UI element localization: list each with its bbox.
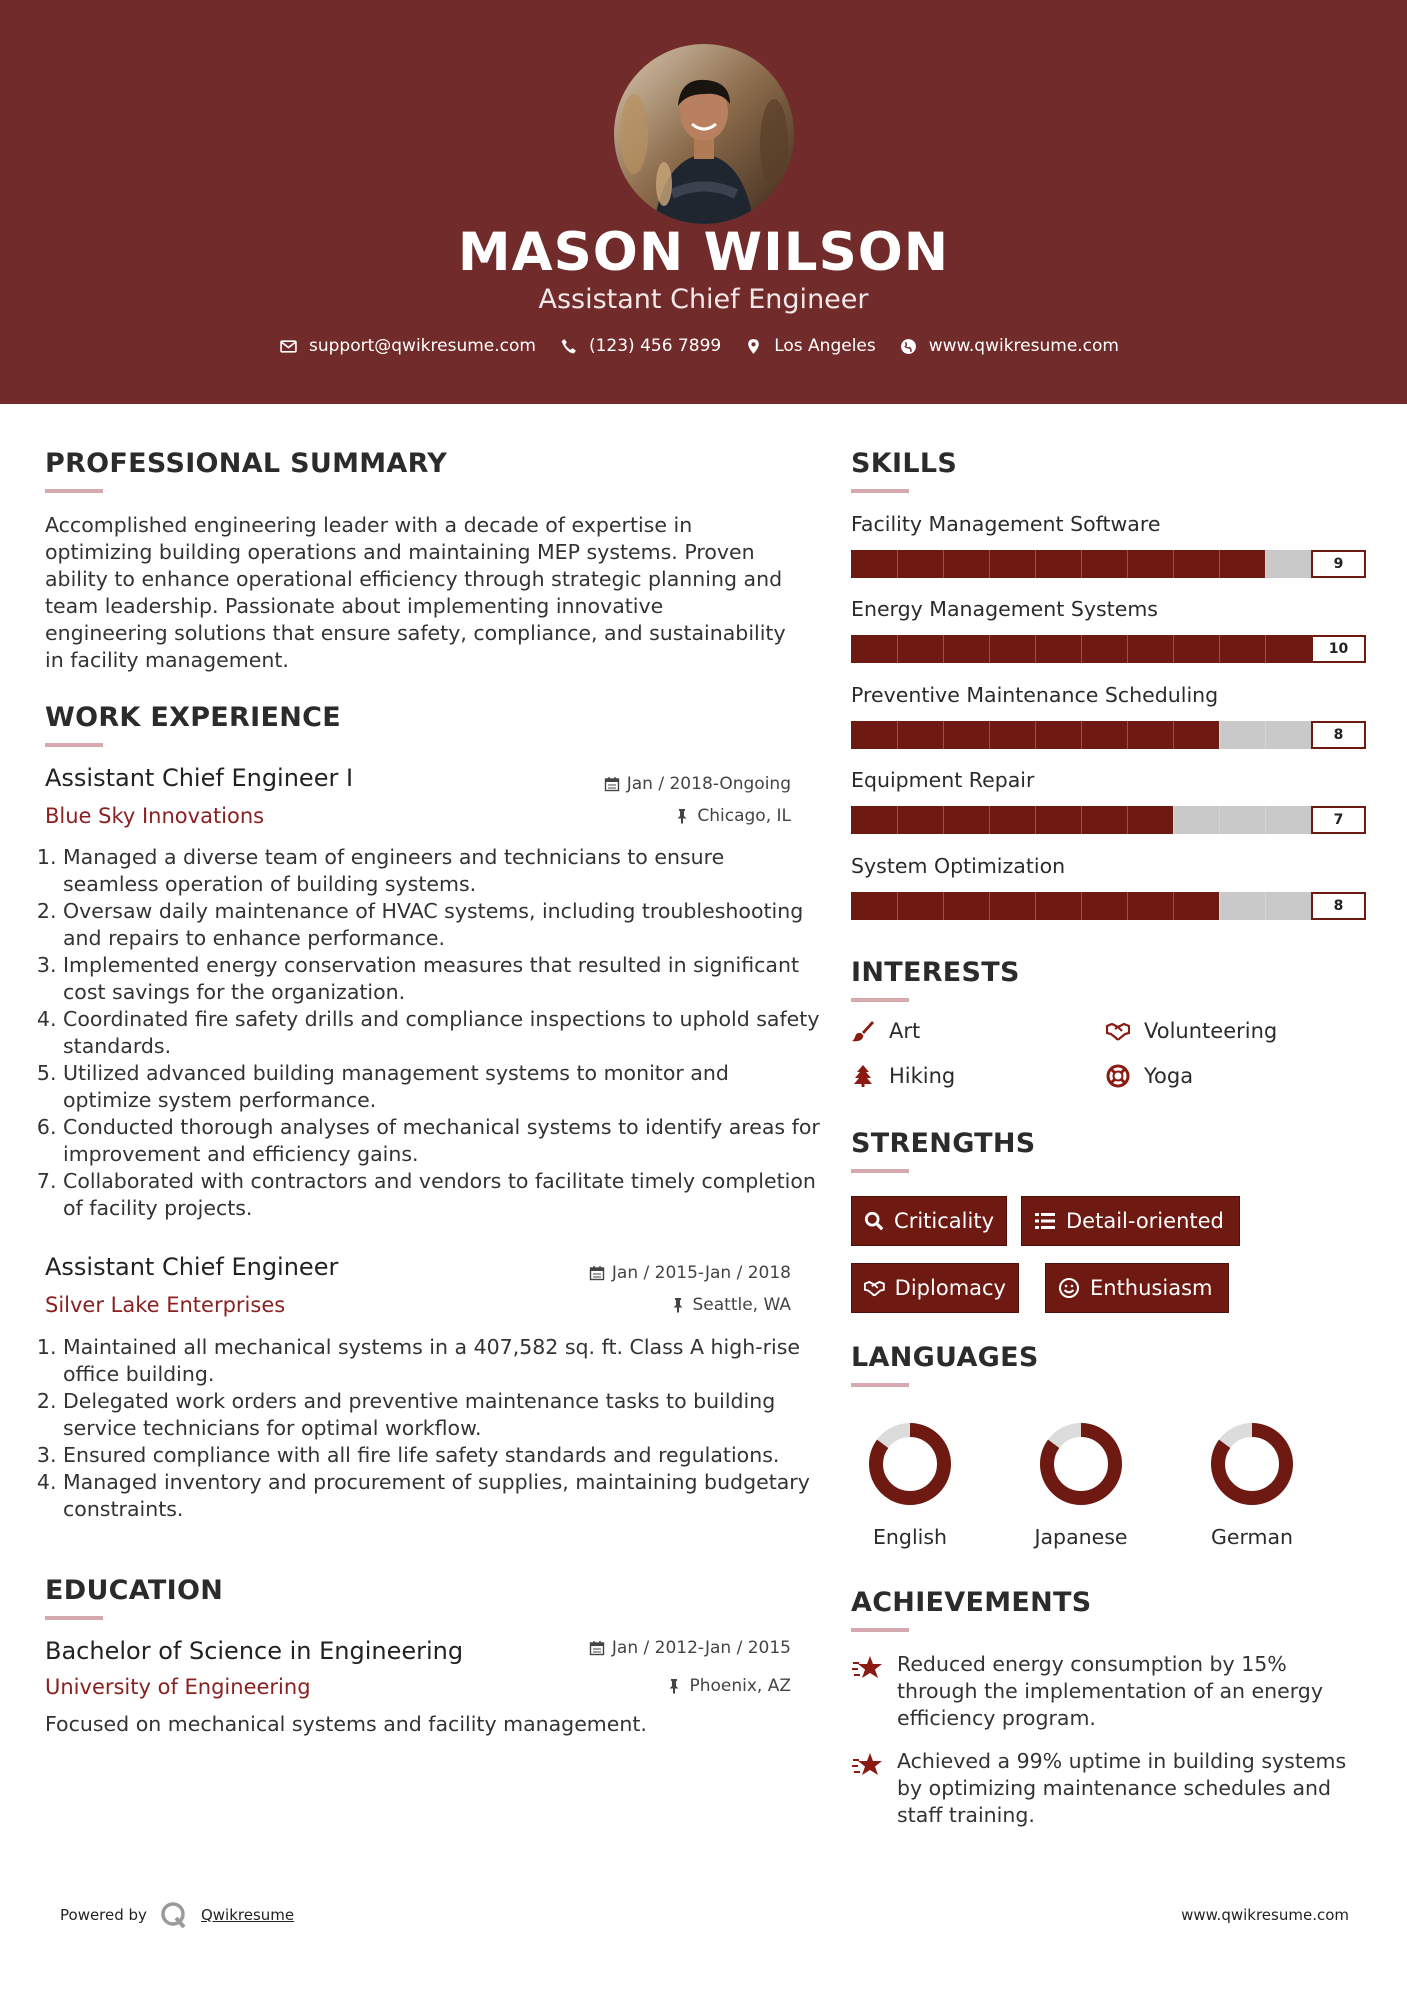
strengths-heading: STRENGTHS: [851, 1128, 1036, 1159]
interest-item: Volunteering: [1106, 1019, 1277, 1043]
job-title: Assistant Chief Engineer: [45, 1253, 339, 1281]
skills-heading: SKILLS: [851, 448, 958, 479]
skill-bar-segment: [1219, 806, 1220, 834]
interest-item: Hiking: [851, 1064, 955, 1088]
skill-score: 10: [1311, 635, 1366, 663]
skill-bar-segment: [897, 806, 898, 834]
skill-bar-segment: [1035, 806, 1036, 834]
skill-score: 8: [1311, 892, 1366, 920]
skill-bar: [851, 721, 1311, 749]
job-duties: [44, 844, 823, 1222]
skill-bar-segment: [989, 806, 990, 834]
skill-bar-segment: [989, 721, 990, 749]
interest-item: Yoga: [1106, 1064, 1193, 1088]
brand-link[interactable]: Qwikresume: [200, 1906, 295, 1924]
list-item: 1. Managed a diverse team of engineers and technicians to ensure seamless operation of building systems.: [63, 844, 823, 898]
school-name: University of Engineering: [45, 1675, 311, 1699]
skill-bar-segment: [1035, 721, 1036, 749]
skill-bar: [851, 550, 1311, 578]
skill-name: System Optimization: [851, 854, 1066, 878]
skill-bar-segment: [943, 635, 944, 663]
language-level-ring: [1209, 1421, 1295, 1507]
languages-heading: LANGUAGES: [851, 1342, 1039, 1373]
calendar-icon: [589, 1640, 605, 1656]
skill-score: 8: [1311, 721, 1366, 749]
skill-bar-segment: [1127, 892, 1128, 920]
footer-website[interactable]: www.qwikresume.com: [1181, 1906, 1349, 1924]
company-name: Silver Lake Enterprises: [45, 1293, 286, 1317]
education-description: Focused on mechanical systems and facility management.: [45, 1712, 647, 1736]
skill-bar-segment: [1265, 721, 1266, 749]
list-item: 2. Oversaw daily maintenance of HVAC systems, including troubleshooting and repairs to enhance performance.: [63, 898, 823, 952]
skill-bar-segment: [897, 892, 898, 920]
list-item: 7. Collaborated with contractors and vendors to facilitate timely completion of facility projects.: [63, 1168, 823, 1222]
list-item: 1. Maintained all mechanical systems in a 407,582 sq. ft. Class A high-rise office building.: [63, 1334, 823, 1388]
language-name: English: [872, 1525, 948, 1549]
search-icon: [864, 1210, 884, 1232]
skill-bar: [851, 892, 1311, 920]
skill-bar-segment: [943, 892, 944, 920]
handshake-icon: [1106, 1019, 1130, 1043]
skill-bar-segment: [897, 550, 898, 578]
list-item: 4. Managed inventory and procurement of supplies, maintaining budgetary constraints.: [63, 1469, 823, 1523]
phone-icon: [560, 338, 577, 355]
skill-bar-segment: [1219, 635, 1220, 663]
contact-phone[interactable]: [560, 336, 721, 356]
skill-bar: [851, 635, 1311, 663]
list-item: 3. Implemented energy conservation measures that resulted in significant cost savings for the organization.: [63, 952, 823, 1006]
job-duties: [44, 1334, 823, 1523]
skill-bar-segment: [1127, 635, 1128, 663]
job-location: Seattle, WA: [670, 1295, 792, 1315]
skill-bar-segment: [1173, 892, 1174, 920]
skill-bar-segment: [1127, 806, 1128, 834]
education-location: Phoenix, AZ: [666, 1676, 791, 1696]
skill-bar-segment: [1219, 721, 1220, 749]
skill-bar-segment: [1127, 721, 1128, 749]
strength-badge: Detail-oriented: [1021, 1196, 1240, 1246]
email-text: support@qwikresume.com: [309, 336, 536, 356]
skill-name: Preventive Maintenance Scheduling: [851, 683, 1219, 707]
skill-bar-segment: [1035, 635, 1036, 663]
pushpin-icon: [670, 1297, 686, 1313]
language-item: [850, 1421, 970, 1549]
experience-heading: WORK EXPERIENCE: [45, 702, 341, 733]
skill-name: Facility Management Software: [851, 512, 1161, 536]
skill-bar-segment: [1081, 721, 1082, 749]
language-level-ring: [867, 1421, 953, 1507]
list-item: 2. Delegated work orders and preventive maintenance tasks to building service technicians for optimal workflow.: [63, 1388, 823, 1442]
language-name: German: [1210, 1525, 1294, 1549]
skill-bar-segment: [1173, 721, 1174, 749]
skill-score: 9: [1311, 550, 1366, 578]
profile-photo: [614, 44, 794, 224]
list-item: 4. Coordinated fire safety drills and compliance inspections to uphold safety standards.: [63, 1006, 823, 1060]
languages-underline: [851, 1383, 909, 1387]
skill-bar-segment: [1173, 806, 1174, 834]
skills-underline: [851, 489, 909, 493]
lifering-icon: [1106, 1064, 1130, 1088]
contact-location: [745, 336, 876, 356]
globe-icon: [900, 338, 917, 355]
skill-bar-segment: [1127, 550, 1128, 578]
skill-bar-segment: [1265, 892, 1266, 920]
language-item: [1192, 1421, 1312, 1549]
skill-bar: [851, 806, 1311, 834]
resume-header: [0, 0, 1407, 404]
map-marker-icon: [745, 338, 762, 355]
achievements-underline: [851, 1628, 909, 1632]
skill-bar-segment: [943, 806, 944, 834]
strength-badge: Criticality: [851, 1196, 1007, 1246]
contact-website[interactable]: [900, 336, 1119, 356]
skill-bar-segment: [943, 550, 944, 578]
strength-badge: Enthusiasm: [1045, 1263, 1229, 1313]
calendar-icon: [589, 1265, 605, 1281]
company-name: Blue Sky Innovations: [45, 804, 265, 828]
skill-bar-segment: [1173, 635, 1174, 663]
skill-bar-segment: [1265, 635, 1266, 663]
skill-bar-segment: [989, 892, 990, 920]
skill-bar-segment: [1265, 550, 1266, 578]
handshake-icon: [864, 1277, 885, 1299]
skill-score: 7: [1311, 806, 1366, 834]
website-text: www.qwikresume.com: [928, 336, 1119, 356]
interest-item: Art: [851, 1019, 920, 1043]
skill-bar-segment: [1173, 550, 1174, 578]
education-dates: Jan / 2012-Jan / 2015: [589, 1638, 791, 1658]
summary-underline: [45, 489, 103, 493]
qwikresume-logo-icon: [159, 1900, 189, 1930]
education-heading: EDUCATION: [45, 1575, 224, 1606]
skill-bar-segment: [1265, 806, 1266, 834]
strengths-underline: [851, 1169, 909, 1173]
summary-text: Accomplished engineering leader with a decade of expertise in optimizing building operations and maintaining MEP systems. Proven ability to enhance operational efficiency through strategic planning and team leadership. Passionate about implementing innovative engineering solutions that ensure safety, compliance, and sustainability in facility management.: [45, 513, 786, 672]
skill-bar-segment: [1035, 550, 1036, 578]
skill-bar-segment: [1035, 892, 1036, 920]
strength-badge: Diplomacy: [851, 1263, 1019, 1313]
job-location: Chicago, IL: [674, 806, 791, 826]
summary-heading: PROFESSIONAL SUMMARY: [45, 448, 448, 479]
skill-name: Energy Management Systems: [851, 597, 1158, 621]
interests-heading: INTERESTS: [851, 957, 1020, 988]
location-text: Los Angeles: [774, 336, 876, 356]
contact-email[interactable]: [280, 336, 536, 356]
achievement-item: Achieved a 99% uptime in building systems by optimizing maintenance schedules and staff training.: [851, 1748, 1371, 1829]
candidate-name: MASON WILSON: [457, 222, 950, 283]
footer-powered-by: Powered by Qwikresume: [60, 1900, 294, 1930]
achievements-heading: ACHIEVEMENTS: [851, 1587, 1092, 1618]
job-title: Assistant Chief Engineer I: [45, 764, 354, 792]
skill-bar-segment: [989, 635, 990, 663]
skill-bar-segment: [943, 721, 944, 749]
degree-title: Bachelor of Science in Engineering: [45, 1637, 464, 1665]
skill-bar-segment: [1081, 806, 1082, 834]
skill-bar-segment: [1081, 892, 1082, 920]
paintbrush-icon: [851, 1019, 875, 1043]
skill-bar-segment: [897, 721, 898, 749]
star-award-icon: [851, 1653, 885, 1683]
skill-bar-segment: [989, 550, 990, 578]
skill-bar-segment: [897, 635, 898, 663]
candidate-title: Assistant Chief Engineer: [538, 284, 869, 315]
pushpin-icon: [674, 808, 690, 824]
skill-bar-segment: [1219, 892, 1220, 920]
skill-name: Equipment Repair: [851, 768, 1035, 792]
job-dates: Jan / 2015-Jan / 2018: [589, 1263, 791, 1283]
calendar-icon: [604, 776, 620, 792]
tree-icon: [851, 1064, 875, 1088]
pushpin-icon: [666, 1678, 682, 1694]
interests-underline: [851, 998, 909, 1002]
list-item: 5. Utilized advanced building management systems to monitor and optimize system performance.: [63, 1060, 823, 1114]
language-level-ring: [1038, 1421, 1124, 1507]
smile-icon: [1058, 1277, 1080, 1299]
list-item: 6. Conducted thorough analyses of mechanical systems to identify areas for improvement and efficiency gains.: [63, 1114, 823, 1168]
skill-bar-segment: [1219, 550, 1220, 578]
phone-text: (123) 456 7899: [588, 336, 722, 356]
contact-bar: [0, 336, 1407, 356]
list-icon: [1034, 1210, 1056, 1232]
skill-bar-segment: [1081, 635, 1082, 663]
language-item: [1021, 1421, 1141, 1549]
achievement-item: Reduced energy consumption by 15% through the implementation of an energy efficiency program.: [851, 1651, 1371, 1732]
education-underline: [45, 1616, 103, 1620]
language-name: Japanese: [1034, 1525, 1128, 1549]
job-dates: Jan / 2018-Ongoing: [604, 774, 791, 794]
experience-underline: [45, 743, 103, 747]
list-item: 3. Ensured compliance with all fire life safety standards and regulations.: [63, 1442, 823, 1469]
envelope-icon: [280, 338, 297, 355]
skill-bar-fill: [851, 806, 1173, 834]
skill-bar-fill: [851, 550, 1265, 578]
star-award-icon: [851, 1750, 885, 1780]
skill-bar-segment: [1081, 550, 1082, 578]
